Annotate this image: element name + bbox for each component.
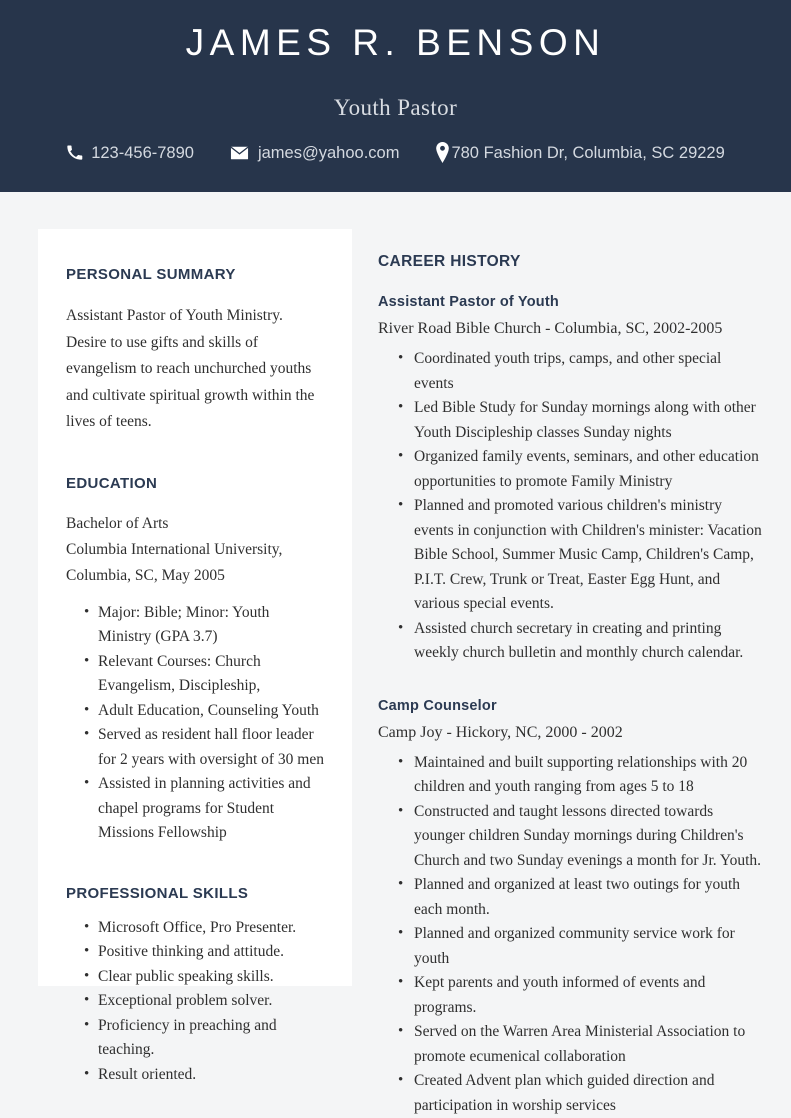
section-heading-professional-skills: PROFESSIONAL SKILLS <box>66 884 324 904</box>
contact-phone-text: 123-456-7890 <box>91 143 194 163</box>
list-item: • Served as resident hall floor leader for 2 years with oversight of 30 men <box>84 723 324 772</box>
map-pin-icon <box>435 142 450 163</box>
section-heading-career-history: CAREER HISTORY <box>378 252 763 272</box>
list-item: • Planned and promoted various children's ministry events in conjunction with Children's minister: Vacation Bible School, Summer Music Camp, Children's Camp, P.I.T. Crew, Trunk or Treat, Easter Egg Hunt, and various special events. <box>398 494 763 617</box>
job-entry-camp-counselor <box>378 696 763 1118</box>
list-item: • Created Advent plan which guided direction and participation in worship services <box>398 1069 763 1118</box>
phone-icon <box>66 144 83 161</box>
education-bullet-list <box>66 589 324 846</box>
list-item: • Relevant Courses: Church Evangelism, Discipleship, <box>84 650 324 699</box>
section-heading-education: EDUCATION <box>66 474 324 494</box>
education-location-date: Columbia, SC, May 2005 <box>66 563 324 589</box>
list-item: • Result oriented. <box>84 1063 324 1088</box>
professional-skills-bullet-list <box>66 904 324 1088</box>
contact-email-text: james@yahoo.com <box>258 143 399 163</box>
list-item: • Major: Bible; Minor: Youth Ministry (GPA 3.7) <box>84 601 324 650</box>
contact-email[interactable] <box>230 143 399 163</box>
contact-address-text: 780 Fashion Dr, Columbia, SC 29229 <box>451 143 724 163</box>
list-item: • Positive thinking and attitude. <box>84 940 324 965</box>
list-item: • Assisted in planning activities and chapel programs for Student Missions Fellowship <box>84 772 324 846</box>
job-meta: River Road Bible Church - Columbia, SC, 2002-2005 <box>378 312 763 342</box>
list-item: • Kept parents and youth informed of events and programs. <box>398 971 763 1020</box>
list-item: • Exceptional problem solver. <box>84 989 324 1014</box>
job-bullet-list <box>378 342 763 666</box>
contact-row <box>0 142 791 163</box>
list-item: • Maintained and built supporting relationships with 20 children and youth ranging from ages 5 to 18 <box>398 751 763 800</box>
job-meta: Camp Joy - Hickory, NC, 2000 - 2002 <box>378 716 763 746</box>
list-item: • Microsoft Office, Pro Presenter. <box>84 916 324 941</box>
header-job-title: Youth Pastor <box>0 66 791 123</box>
list-item: • Planned and organized at least two outings for youth each month. <box>398 873 763 922</box>
section-heading-personal-summary: PERSONAL SUMMARY <box>66 265 324 285</box>
personal-summary-text: Assistant Pastor of Youth Ministry. Desire to use gifts and skills of evangelism to reach unchurched youths and cultivate spiritual growth within the lives of teens. <box>66 285 324 436</box>
career-history-column <box>378 252 763 1118</box>
contact-phone[interactable] <box>66 143 194 163</box>
job-role: Assistant Pastor of Youth <box>378 292 763 312</box>
list-item: • Served on the Warren Area Ministerial Association to promote ecumenical collaboration <box>398 1020 763 1069</box>
education-degree: Bachelor of Arts <box>66 511 324 537</box>
list-item: • Assisted church secretary in creating and printing weekly church bulletin and monthly church calendar. <box>398 617 763 666</box>
list-item: • Clear public speaking skills. <box>84 965 324 990</box>
contact-address[interactable] <box>435 142 724 163</box>
list-item: • Proficiency in preaching and teaching. <box>84 1014 324 1063</box>
job-entry-assistant-pastor <box>378 292 763 666</box>
list-item: • Organized family events, seminars, and other education opportunities to promote Family Ministry <box>398 445 763 494</box>
list-item: • Coordinated youth trips, camps, and other special events <box>398 347 763 396</box>
envelope-icon <box>230 146 249 160</box>
education-school: Columbia International University, <box>66 537 324 563</box>
list-item: • Adult Education, Counseling Youth <box>84 699 324 724</box>
left-sidebar-card <box>38 229 352 986</box>
page-title: JAMES R. BENSON <box>0 20 791 66</box>
education-details <box>66 494 324 589</box>
list-item: • Planned and organized community service work for youth <box>398 922 763 971</box>
job-bullet-list <box>378 746 763 1118</box>
job-role: Camp Counselor <box>378 696 763 716</box>
list-item: • Led Bible Study for Sunday mornings along with other Youth Discipleship classes Sunday nights <box>398 396 763 445</box>
resume-header <box>0 0 791 192</box>
list-item: • Constructed and taught lessons directed towards younger children Sunday mornings during Children's Church and two Sunday evenings a month for Jr. Youth. <box>398 800 763 874</box>
